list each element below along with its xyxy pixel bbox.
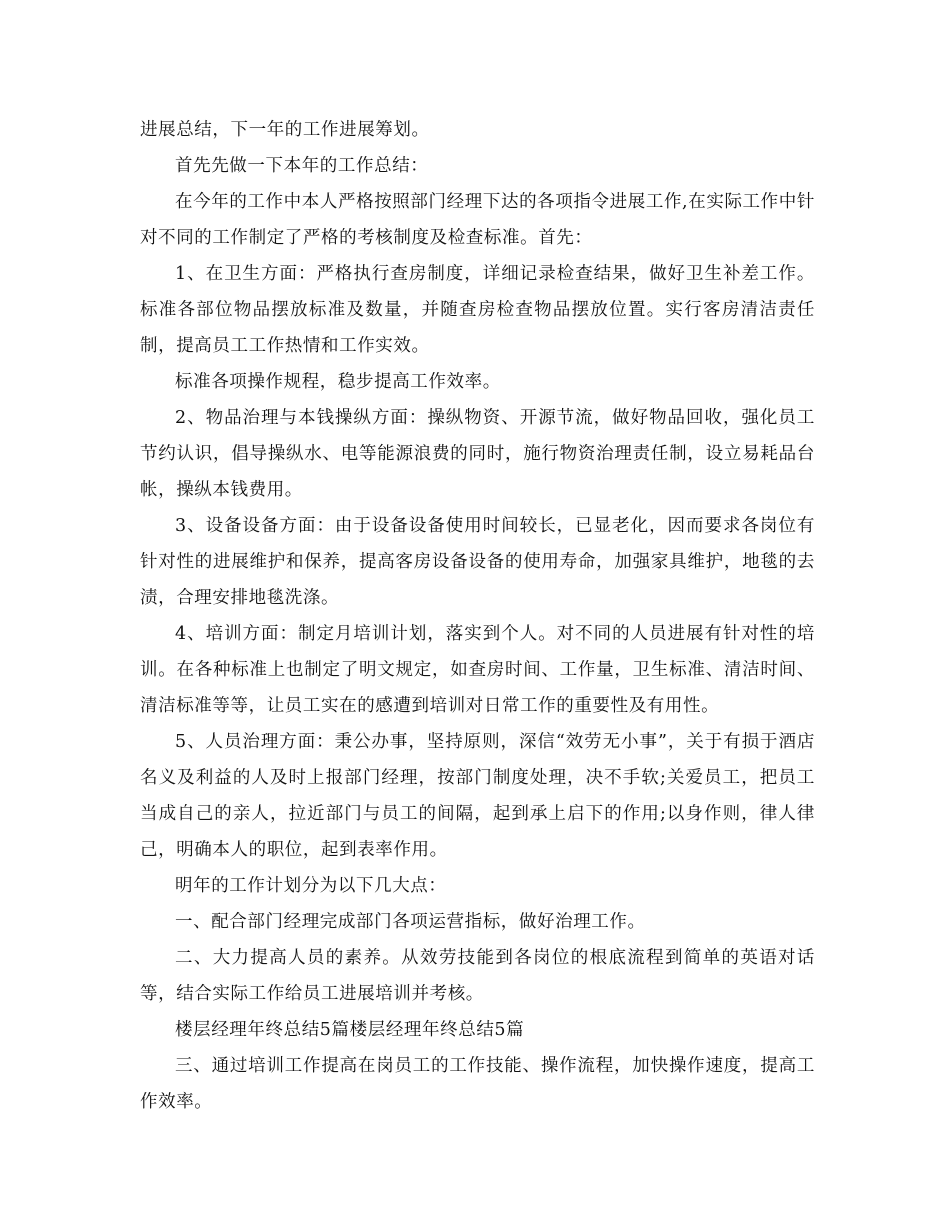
paragraph-next-year-plan: 明年的工作计划分为以下几大点： bbox=[175, 876, 447, 896]
paragraph-plan-item-2: 二、大力提高人员的素养。从效劳技能到各岗位的根底流程到简单的英语对话等，结合实际工作给员工进展培训并考核。 bbox=[140, 948, 815, 1004]
paragraph-hygiene: 1、在卫生方面：严格执行查房制度，详细记录检查结果，做好卫生补差工作。标准各部位物品摆放标准及数量，并随查房检查物品摆放位置。实行客房清洁责任制，提高员工工作热情和工作实效。 bbox=[140, 264, 815, 356]
paragraph-procedures: 标准各项操作规程，稳步提高工作效率。 bbox=[175, 372, 501, 392]
paragraph-overview: 在今年的工作中本人严格按照部门经理下达的各项指令进展工作,在实际工作中针对不同的工作制定了严格的考核制度及检查标准。首先： bbox=[140, 192, 815, 248]
paragraph-plan-item-1: 一、配合部门经理完成部门各项运营指标，做好治理工作。 bbox=[175, 912, 646, 932]
paragraph-continuation: 进展总结，下一年的工作进展筹划。 bbox=[140, 120, 430, 140]
paragraph-training: 4、培训方面：制定月培训计划，落实到个人。对不同的人员进展有针对性的培训。在各种标准上也制定了明文规定，如查房时间、工作量，卫生标准、清洁时间、清洁标准等等，让员工实在的感遭到培训对日常工作的重要性及有用性。 bbox=[140, 624, 815, 716]
paragraph-plan-item-3: 三、通过培训工作提高在岗员工的工作技能、操作流程，加快操作速度，提高工作效率。 bbox=[140, 1056, 815, 1112]
paragraph-cost-control: 2、物品治理与本钱操纵方面：操纵物资、开源节流，做好物品回收，强化员工节约认识，倡导操纵水、电等能源浪费的同时，施行物资治理责任制，设立易耗品台帐，操纵本钱费用。 bbox=[140, 408, 815, 500]
paragraph-intro: 首先先做一下本年的工作总结： bbox=[175, 156, 429, 176]
document-body bbox=[140, 112, 815, 1120]
paragraph-equipment: 3、设备设备方面：由于设备设备使用时间较长，已显老化，因而要求各岗位有针对性的进展维护和保养，提高客房设备设备的使用寿命，加强家具维护，地毯的去渍，合理安排地毯洗涤。 bbox=[140, 516, 815, 608]
paragraph-staff-management: 5、人员治理方面：秉公办事，坚持原则，深信“效劳无小事”，关于有损于酒店名义及利益的人及时上报部门经理，按部门制度处理，决不手软;关爱员工，把员工当成自己的亲人，拉近部门与员工的间隔，起到承上启下的作用;以身作则，律人律己，明确本人的职位，起到表率作用。 bbox=[140, 732, 815, 860]
paragraph-title-line: 楼层经理年终总结5篇楼层经理年终总结5篇 bbox=[175, 1020, 525, 1040]
